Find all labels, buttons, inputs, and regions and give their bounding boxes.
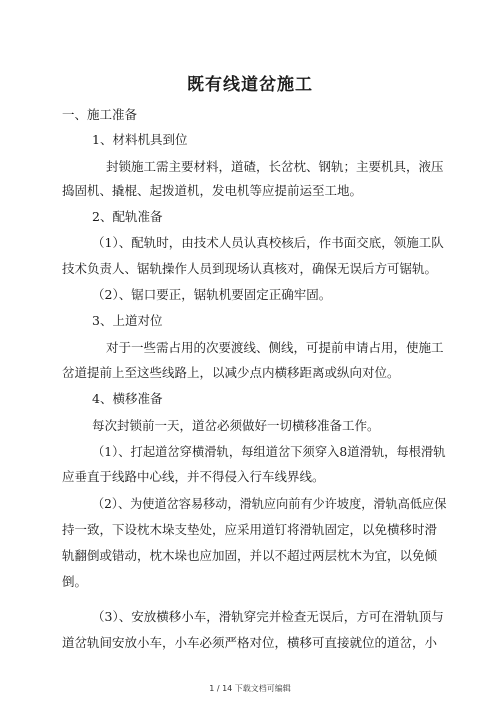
paragraph-line: 道岔轨间安放小车，小车必须严格对位，横移可直接就位的道岔，小	[62, 635, 438, 650]
paragraph-line: 捣固机、撬棍、起拨道机，发电机等应提前运至工地。	[62, 183, 363, 198]
paragraph-line: 封锁施工需主要材料，道碴，长岔枕、钢轨；主要机具，液压	[106, 159, 444, 174]
section-heading: 一、施工准备	[62, 107, 138, 122]
paragraph-line: （1）、配轨时，由技术人员认真校核后，作书面交底，领施工队	[92, 235, 444, 250]
paragraph-line: （3）、安放横移小车，滑轨穿完并检查无误后，方可在滑轨顶与	[92, 609, 444, 624]
subsection-heading: 1、材料机具到位	[92, 132, 188, 147]
paragraph-line: 技术负责人、锯轨操作人员到现场认真核对，确保无误后方可锯轨。	[62, 261, 438, 276]
paragraph-line: 岔道提前上至这些线路上，以减少点内横移距离或纵向对位。	[62, 365, 400, 380]
paragraph-line: 倒。	[62, 574, 88, 589]
paragraph-line: 对于一些需占用的次要渡线、侧线，可提前申请占用，使施工	[106, 340, 444, 355]
paragraph-line: 每次封锁前一天，道岔必须做好一切横移准备工作。	[92, 418, 380, 433]
paragraph-line: 轨翻倒或错动，枕木垛也应加固，并以不超过两层枕木为宜，以免倾	[62, 548, 438, 563]
paragraph-line: 持一致，下设枕木垛支垫处，应采用道钉将滑轨固定，以免横移时滑	[62, 522, 438, 537]
paragraph-line: 应垂直于线路中心线，并不得侵入行车线界线。	[62, 469, 325, 484]
page-footer: 1 / 14 下载文档可编辑	[209, 684, 291, 693]
paragraph-line: （2）、锯口要正，锯轨机要固定正确牢固。	[92, 287, 332, 302]
document-title: 既有线道岔施工	[187, 75, 313, 95]
subsection-heading: 2、配轨准备	[92, 209, 163, 224]
subsection-heading: 3、上道对位	[92, 313, 163, 328]
paragraph-line: （1）、打起道岔穿横滑轨，每组道岔下须穿入8道滑轨，每根滑轨	[92, 444, 446, 459]
paragraph-line: （2）、为使道岔容易移动，滑轨应向前有少许坡度，滑轨高低应保	[92, 496, 447, 511]
subsection-heading: 4、横移准备	[92, 391, 163, 406]
